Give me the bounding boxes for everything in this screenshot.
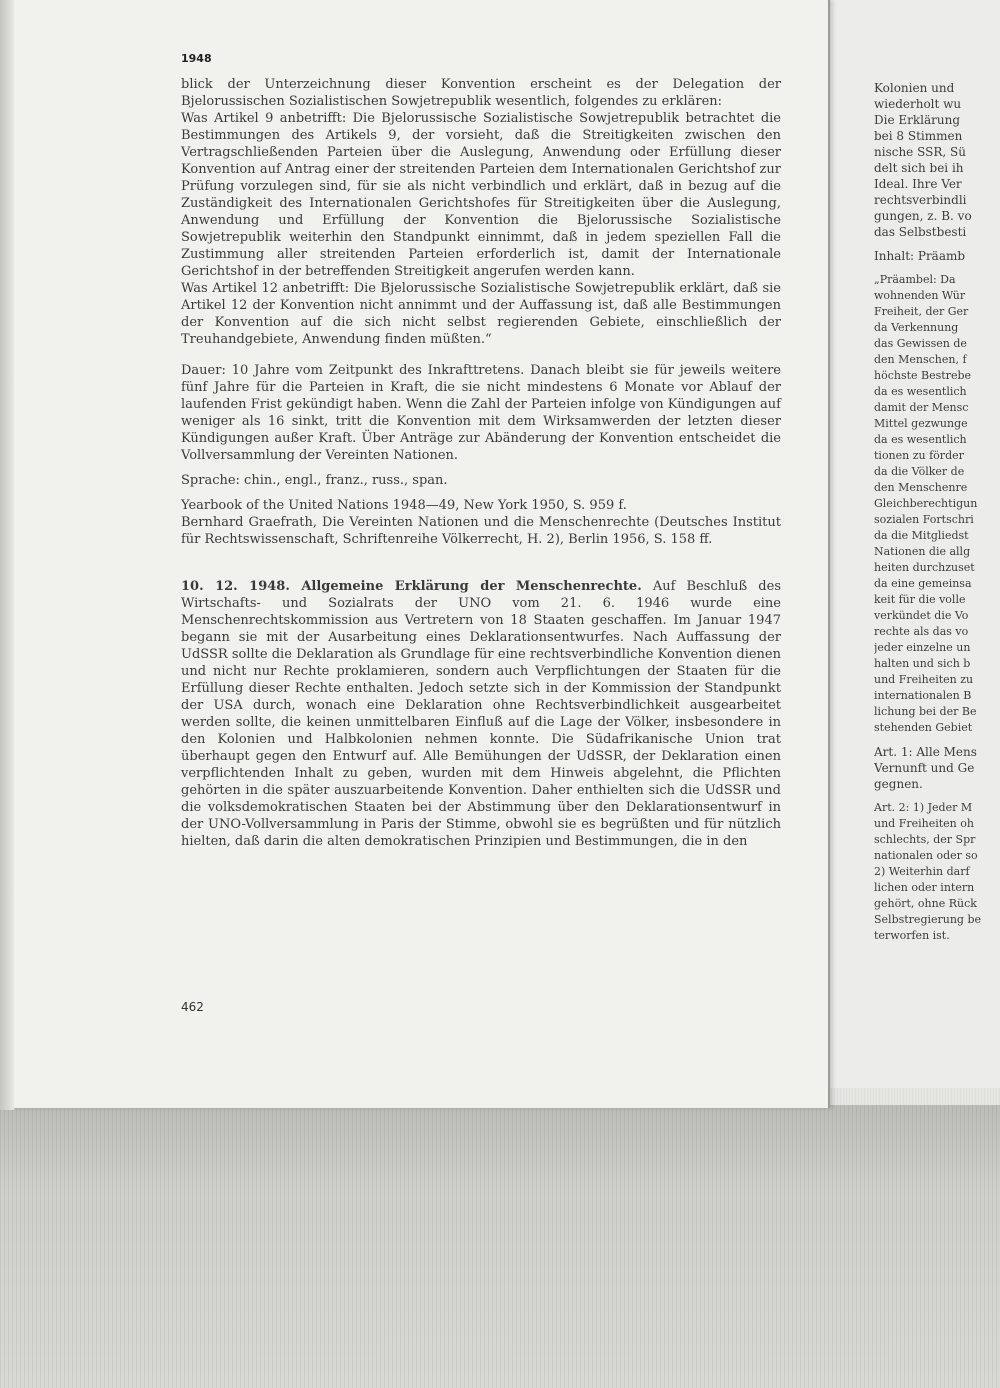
right-line: keit für die volle: [874, 593, 966, 606]
right-line: und Freiheiten oh: [874, 817, 974, 830]
right-line: schlechts, der Spr: [874, 833, 976, 846]
right-line: da es wesentlich: [874, 433, 967, 446]
right-line: halten und sich b: [874, 657, 971, 670]
right-line: Mittel gezwunge: [874, 417, 968, 430]
section-paragraph: [181, 578, 781, 850]
right-line: Kolonien und: [874, 81, 955, 95]
right-line: „Präambel: Da: [874, 273, 956, 286]
right-line: Selbstregierung be: [874, 913, 982, 926]
paragraph: blick der Unterzeichnung dieser Konvention erscheint es der Delegation der Bjelorussischen Sozialistischen Sowjetrepublik wesentlich, folgendes zu erklären:: [181, 77, 781, 109]
right-line: das Gewissen de: [874, 337, 967, 350]
paragraph: Was Artikel 9 anbetrifft: Die Bjelorussische Sozialistische Sowjetrepublik betrachtet die Bestimmungen des Artikels 9, der vorsieht, daß die Streitigkeiten zwischen den Vertragschließenden Parteien über die Auslegung, Anwendung oder Erfüllung dieser Konvention auf Antrag einer der streitenden Parteien dem Internationalen Gerichtshof zur Prüfung vorzulegen sind, für sie als nicht verbindlich und erklärt, daß in bezug auf die Zuständigkeit des Internationalen Gerichtshofes für Streitigkeiten über die Auslegung, Anwendung und Erfüllung der Konvention die Bjelorussische Sozialistische Sowjetrepublik weiterhin den Standpunkt einnimmt, daß in jedem speziellen Fall die Zustimmung aller streitenden Parteien erforderlich ist, damit der Internationale Gerichtshof in der betreffenden Streitigkeit angerufen werden kann.: [181, 111, 781, 279]
right-line: terworfen ist.: [874, 929, 950, 942]
right-line: sozialen Fortschri: [874, 513, 974, 526]
right-line: da die Völker de: [874, 465, 965, 478]
right-line: Die Erklärung: [874, 113, 961, 127]
right-line: damit der Mensc: [874, 401, 969, 414]
right-line: da eine gemeinsa: [874, 577, 972, 590]
right-line: gungen, z. B. vo: [874, 209, 972, 223]
right-line: da Verkennung: [874, 321, 959, 334]
right-line: gehört, ohne Rück: [874, 897, 977, 910]
right-line: wohnenden Wür: [874, 289, 966, 302]
right-line: heiten durchzuset: [874, 561, 975, 574]
right-line: gegnen.: [874, 777, 923, 791]
right-line: den Menschenre: [874, 481, 968, 494]
right-line: Freiheit, der Ger: [874, 305, 969, 318]
section-heading: 10. 12. 1948. Allgemeine Erklärung der Menschenrechte.: [181, 579, 642, 594]
right-line: verkündet die Vo: [874, 609, 969, 622]
right-line: Art. 1: Alle Mens: [874, 745, 977, 759]
source-citation: Yearbook of the United Nations 1948—49, New York 1950, S. 959 f.: [181, 498, 627, 513]
right-line: delt sich bei ih: [874, 161, 964, 175]
paragraph-duration: Dauer: 10 Jahre vom Zeitpunkt des Inkrafttretens. Danach bleibt sie für jeweils weitere fünf Jahre für die Parteien in Kraft, die sie nicht mindestens 6 Monate vor Ablauf der laufenden Frist gekündigt haben. Wenn die Zahl der Parteien infolge von Kündigungen auf weniger als 16 sinkt, tritt die Konvention mit dem Wirksamwerden der letzten dieser Kündigungen außer Kraft. Über Anträge zur Abänderung der Konvention entscheidet die Vollversammlung der Vereinten Nationen.: [181, 363, 781, 463]
right-line: Gleichberechtigun: [874, 497, 978, 510]
right-line: lichen oder intern: [874, 881, 975, 894]
right-page-text: [874, 80, 1000, 944]
right-line: wiederholt wu: [874, 97, 962, 111]
right-line: und Freiheiten zu: [874, 673, 974, 686]
right-line: jeder einzelne un: [874, 641, 971, 654]
right-line: rechte als das vo: [874, 625, 969, 638]
right-line: den Menschen, f: [874, 353, 967, 366]
scanner-bed-strip: [0, 1105, 1000, 1388]
right-line: nationalen oder so: [874, 849, 978, 862]
right-line: höchste Bestrebe: [874, 369, 972, 382]
right-line: 2) Weiterhin darf: [874, 865, 970, 878]
section-body: Auf Beschluß des Wirtschafts- und Sozialrats der UNO vom 21. 6. 1946 wurde eine Menschenrechtskommission aus Vertretern von 18 Staaten geschaffen. Im Januar 1947 begann sie mit der Ausarbeitung eines Deklarationsentwurfes. Nach Auffassung der UdSSR sollte die Deklaration als Grundlage für eine rechtsverbindliche Konvention dienen und nicht nur Rechte proklamieren, sondern auch Verpflichtungen der Staaten für die Erfüllung dieser Rechte enthalten. Jedoch setzte sich in der Kommission der Standpunkt der USA durch, wonach eine Deklaration ohne Rechtsverbindlichkeit ausgearbeitet werden sollte, die keinen unmittelbaren Einfluß auf die Lage der Völker, insbesondere in den Kolonien und Halbkolonien nehmen konnte. Die Südafrikanische Union trat überhaupt gegen den Entwurf auf. Alle Bemühungen der UdSSR, der Deklaration einen verpflichtenden Inhalt zu geben, wurden mit dem Hinweis abgelehnt, die Pflichten gehörten in die später auszuarbeitende Konvention. Daher enthielten sich die UdSSR und die volksdemokratischen Staaten bei der Abstimmung über den Deklarationsentwurf in der UNO-Vollversammlung in Paris der Stimme, obwohl sie es begrüßten und für nützlich hielten, daß darin die alten demokratischen Prinzipien und Bestimmungen, die in den: [181, 579, 781, 849]
right-line: das Selbstbesti: [874, 225, 967, 239]
right-line: internationalen B: [874, 689, 972, 702]
right-line: Inhalt: Präamb: [874, 249, 966, 263]
right-line: lichung bei der Be: [874, 705, 977, 718]
page-edge-shadow: [0, 0, 14, 1110]
paragraph-language: Sprache: chin., engl., franz., russ., span.: [181, 473, 448, 488]
right-line: da die Mitgliedst: [874, 529, 969, 542]
paragraph: Was Artikel 12 anbetrifft: Die Bjelorussische Sozialistische Sowjetrepublik erklärt, daß sie Artikel 12 der Konvention nicht annimmt und der Auffassung ist, daß alle Bestimmungen der Konvention auf die sich nicht selbst regierenden Gebiete, einschließlich der Treuhandgebiete, Anwendung finden müßten.“: [181, 281, 781, 347]
right-line: Art. 2: 1) Jeder M: [874, 801, 973, 814]
left-page-body: [181, 76, 781, 850]
right-line: bei 8 Stimmen: [874, 129, 963, 143]
right-line: rechtsverbindli: [874, 193, 967, 207]
source-citation: Bernhard Graefrath, Die Vereinten Nationen und die Menschenrechte (Deutsches Institut für Rechtswissenschaft, Schriftenreihe Völkerrecht, H. 2), Berlin 1956, S. 158 ff.: [181, 515, 781, 547]
right-line: stehenden Gebiet: [874, 721, 973, 734]
right-line: tionen zu förder: [874, 449, 964, 462]
right-line: Nationen die allg: [874, 545, 971, 558]
right-line: da es wesentlich: [874, 385, 967, 398]
right-line: Ideal. Ihre Ver: [874, 177, 962, 191]
running-head: 1948: [181, 52, 212, 65]
page-number: 462: [181, 1000, 204, 1014]
right-line: Vernunft und Ge: [874, 761, 975, 775]
right-line: nische SSR, Sü: [874, 145, 966, 159]
